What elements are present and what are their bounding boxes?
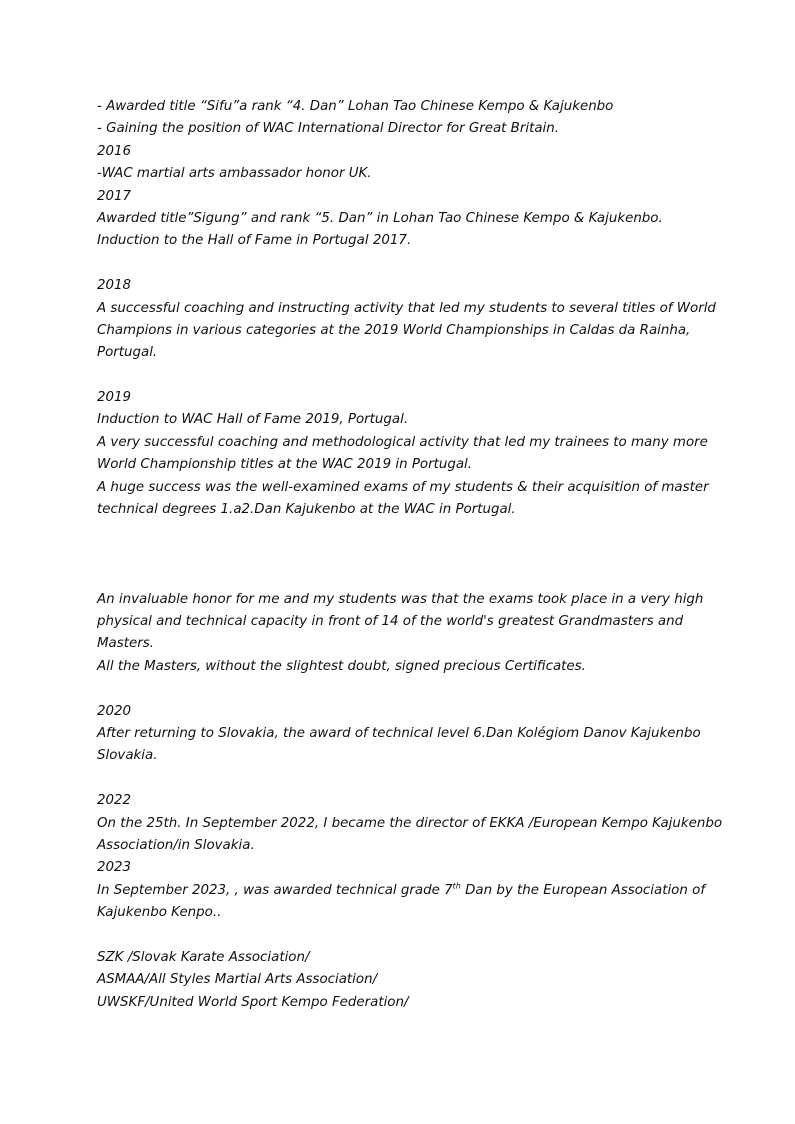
text-line: Induction to the Hall of Fame in Portugal 2017.	[97, 233, 412, 249]
text-line: Masters.	[97, 636, 154, 652]
blank-line	[97, 544, 717, 566]
text-line: On the 25th. In September 2022, I became the director of EKKA /European Kempo Kajukenbo	[97, 815, 723, 831]
text-line: Kajukenbo Kenpo..	[97, 905, 222, 921]
ordinal-superscript: th	[452, 881, 461, 891]
grade-line	[97, 880, 717, 902]
text-line: - Awarded title “Sifu”a rank “4. Dan” Lohan Tao Chinese Kempo & Kajukenbo	[97, 99, 614, 114]
year-heading: 2016	[97, 143, 132, 159]
text-line: technical degrees 1.a2.Dan Kajukenbo at the WAC in Portugal.	[97, 502, 516, 518]
association-line: UWSKF/United World Sport Kempo Federation/	[97, 994, 409, 1010]
text-line: Association/in Slovakia.	[97, 837, 255, 853]
text-line: - Gaining the position of WAC International Director for Great Britain.	[97, 121, 560, 137]
year-heading: 2019	[97, 390, 132, 406]
blank-line	[97, 521, 717, 543]
text-line: Champions in various categories at the 2019 World Championships in Caldas da Rainha,	[97, 322, 691, 338]
text-line: World Championship titles at the WAC 2019 in Portugal.	[97, 457, 473, 473]
text-line: Awarded title”Sigung” and rank “5. Dan” in Lohan Tao Chinese Kempo & Kajukenbo.	[97, 210, 663, 226]
text-line: All the Masters, without the slightest doubt, signed precious Certificates.	[97, 658, 586, 674]
text-line: -WAC martial arts ambassador honor UK.	[97, 166, 372, 182]
blank-line	[97, 768, 717, 790]
text-line: Induction to WAC Hall of Fame 2019, Portugal.	[97, 412, 409, 428]
year-heading: 2020	[97, 703, 132, 719]
text-line: Portugal.	[97, 345, 158, 361]
blank-line	[97, 253, 717, 275]
year-heading: 2018	[97, 278, 132, 294]
text-line: After returning to Slovakia, the award of technical level 6.Dan Kolégiom Danov Kajukenbo	[97, 725, 701, 741]
document-body	[97, 96, 723, 1014]
text-line: An invaluable honor for me and my students was that the exams took place in a very high	[97, 591, 704, 607]
blank-line	[97, 566, 717, 588]
grade-line-before: In September 2023, , was awarded technical grade 7	[97, 882, 453, 898]
text-line: A successful coaching and instructing activity that led my students to several titles of World	[97, 300, 716, 316]
association-line: SZK /Slovak Karate Association/	[97, 949, 310, 965]
text-line: physical and technical capacity in front of 14 of the world's greatest Grandmasters and	[97, 613, 684, 629]
grade-line-after: Dan by the European Association of	[460, 882, 706, 898]
year-heading: 2017	[97, 188, 132, 204]
text-line: A huge success was the well-examined exams of my students & their acquisition of master	[97, 479, 709, 495]
year-heading: 2022	[97, 793, 132, 809]
text-line: A very successful coaching and methodological activity that led my trainees to many more	[97, 434, 708, 450]
text-line: Slovakia.	[97, 748, 158, 764]
blank-line	[97, 678, 717, 700]
blank-line	[97, 924, 717, 946]
blank-line	[97, 365, 717, 387]
association-line: ASMAA/All Styles Martial Arts Association/	[97, 972, 378, 988]
year-heading: 2023	[97, 860, 132, 876]
